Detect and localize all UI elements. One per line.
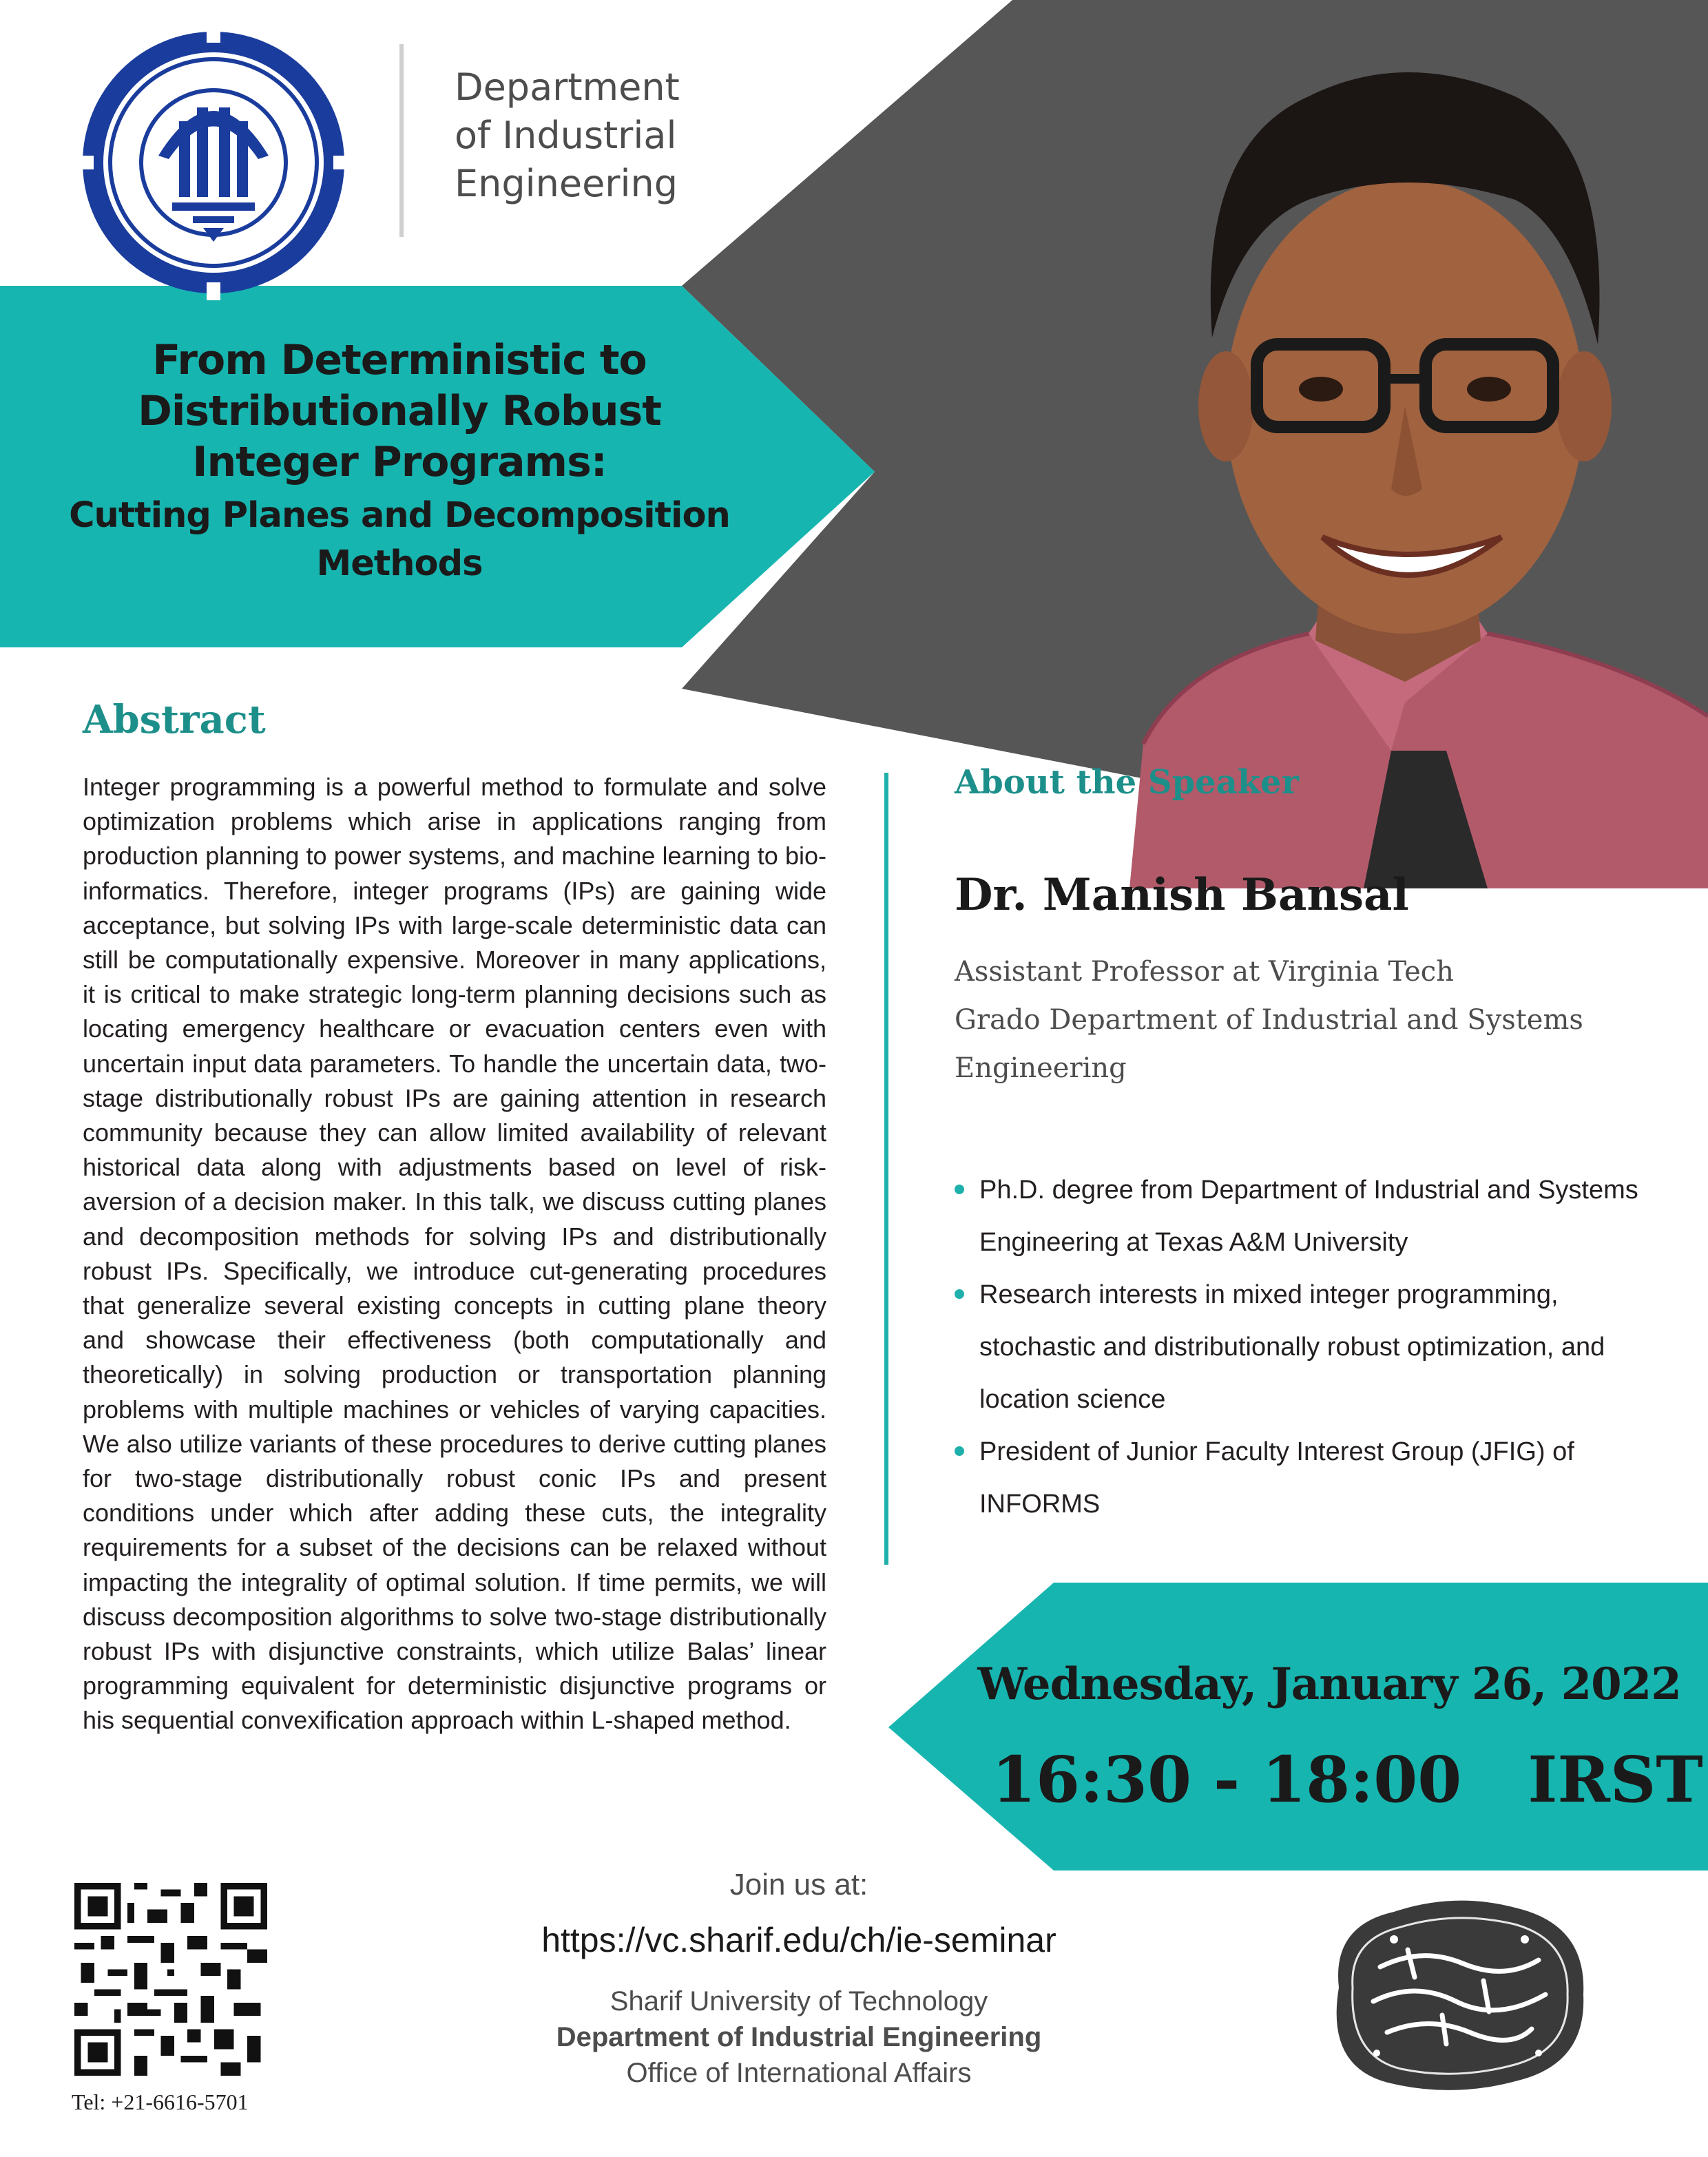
join-label: Join us at: [729, 1868, 868, 1901]
department-line: Department [455, 65, 680, 109]
bullet-item: Ph.D. degree from Department of Industrial and Systems Engineering at Texas A&M University [955, 1164, 1671, 1269]
header-divider [399, 44, 404, 237]
title-line: From Deterministic to [152, 336, 647, 384]
talk-title [28, 335, 771, 588]
footer-office: Office of International Affairs [626, 2058, 972, 2088]
subtitle-line: Cutting Planes and Decomposition [69, 495, 730, 536]
event-time: 16:30 - 18:00 IRST [992, 1742, 1703, 1817]
speaker-affiliation [955, 948, 1643, 1092]
affiliation-line: Assistant Professor at Virginia Tech [955, 956, 1454, 988]
about-speaker-heading: About the Speaker [955, 763, 1299, 802]
subtitle-line: Methods [316, 543, 483, 584]
telephone: Tel: +21-6616-5701 [72, 2090, 249, 2114]
bullet-item: Research interests in mixed integer programming, stochastic and distributionally robust optimization, and location science [955, 1269, 1671, 1426]
column-divider [884, 773, 888, 1565]
qr-code[interactable] [74, 1883, 267, 2076]
title-line: Distributionally Robust [138, 387, 661, 435]
affiliation-line: Grado Department of Industrial and Systems [955, 1004, 1583, 1036]
abstract-heading: Abstract [83, 697, 266, 742]
speaker-bullets [955, 1164, 1671, 1530]
bullet-item: President of Junior Faculty Interest Group (JFIG) of INFORMS [955, 1426, 1671, 1530]
university-logo [76, 25, 351, 300]
footer-university: Sharif University of Technology [610, 1986, 988, 2017]
abstract-text: Integer programming is a powerful method to formulate and solve optimization problems which arise in applications ranging from production planning to power systems, and machine learning to bio-informatics. Therefore, integer programs (IPs) are gaining wide acceptance, but solving IPs with large-scale deterministic data can still be computationally expensive. Moreover in many applications, it is critical to make strategic long-term planning decisions such as locating emergency healthcare or evacuation centers even with uncertain input data parameters. To handle the uncertain data, two-stage distributionally robust IPs are gaining attention in research community because they can allow limited availability of relevant historical data along with adjustments based on level of risk-aversion of a decision maker. In this talk, we discuss cutting planes and decomposition methods for solving IPs and distributionally robust IPs. Specifically, we introduce cut-generating procedures that generalize several existing concepts in cutting plane theory and showcase their effectiveness (both computationally and theoretically) in solving production or transportation planning problems with multiple machines or vehicles of varying capacities. We also utilize variants of these procedures to derive cutting planes for two-stage distributionally robust conic IPs and present conditions under which after adding these cuts, the integrality requirements for a subset of the decisions can be relaxed without impacting the integrality of optimal solution. If time permits, we will discuss decomposition algorithms to solve two-stage distributionally robust IPs with disjunctive constraints, which utilize Balas’ linear programming equivalent for deterministic disjunctive programs or his sequential convexification approach within L-shaped method. [83, 773, 826, 1735]
speaker-photo [1102, 21, 1708, 888]
talk-title-main [28, 335, 771, 488]
calligraphy-seal [1311, 1884, 1601, 2105]
event-date: Wednesday, January 26, 2022 [977, 1658, 1681, 1710]
talk-subtitle [28, 492, 771, 588]
affiliation-line: Engineering [955, 1052, 1127, 1084]
date-arrow-shape [888, 1583, 1708, 1871]
footer-organization [482, 1983, 1116, 2091]
speaker-name: Dr. Manish Bansal [955, 869, 1409, 921]
title-line: Integer Programs: [192, 438, 607, 486]
department-line: Engineering [455, 162, 678, 205]
department-title [455, 63, 744, 208]
join-url-link[interactable]: https://vc.sharif.edu/ch/ie-seminar [541, 1921, 1056, 1959]
department-line: of Industrial [455, 114, 677, 157]
footer-department: Department of Industrial Engineering [556, 2022, 1042, 2052]
